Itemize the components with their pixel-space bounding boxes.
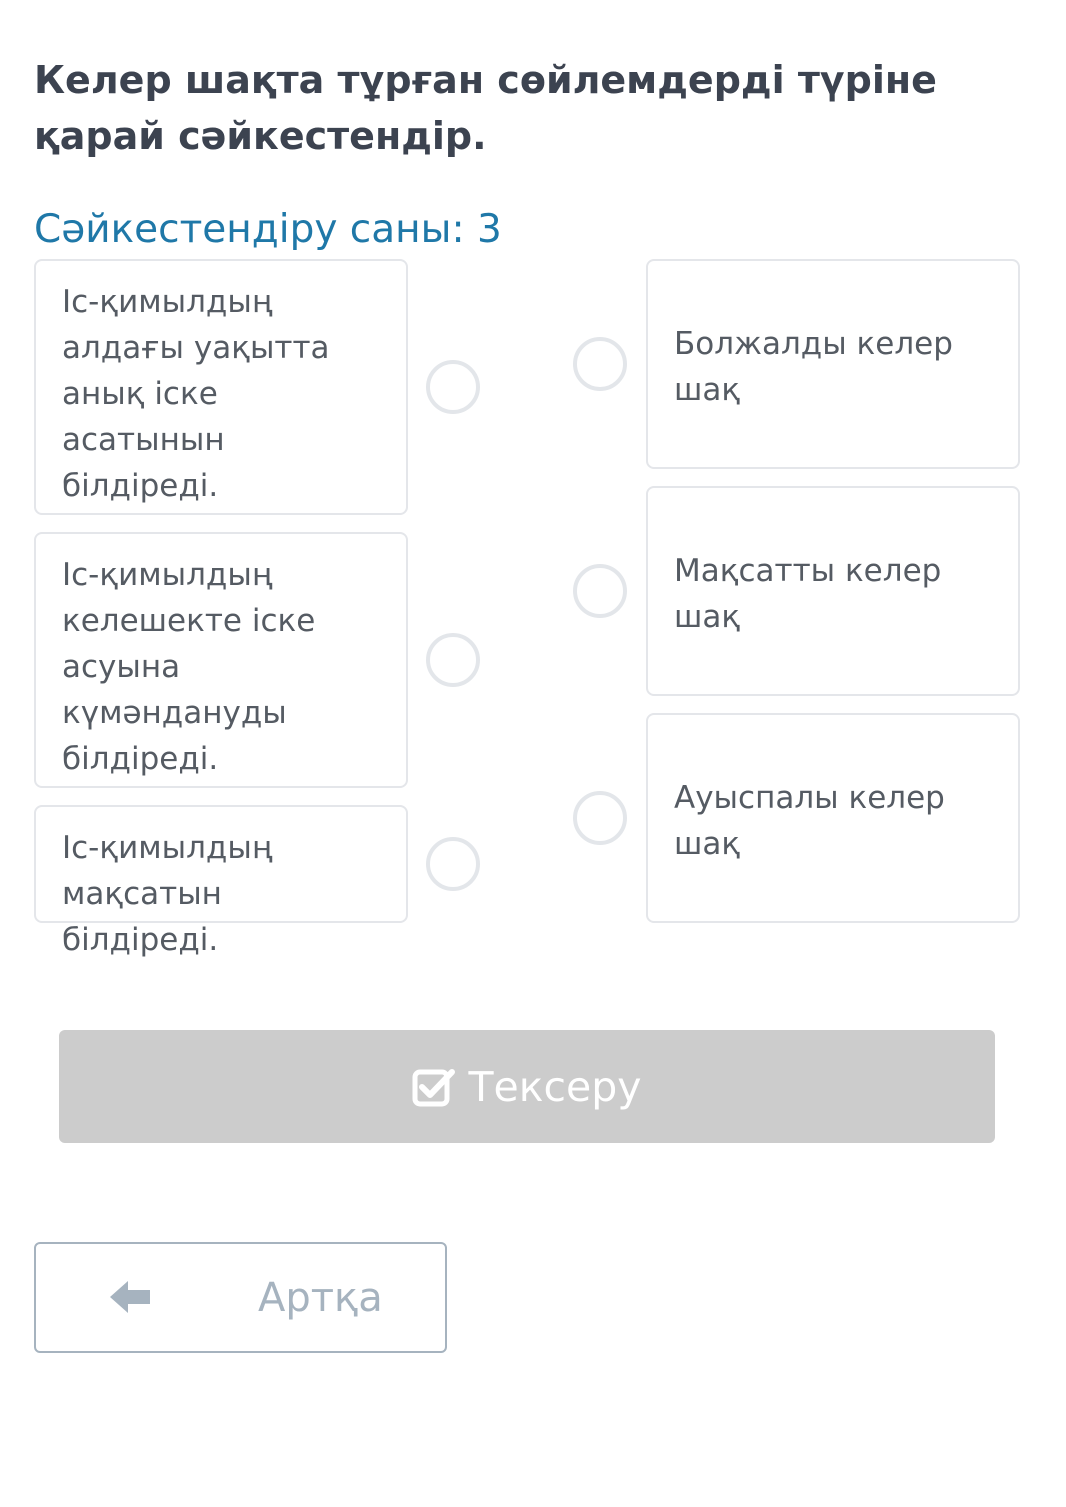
left-item-3[interactable] <box>34 805 408 958</box>
left-item-text: Іс-қимылдың келешекте іске асуына күмәндануды білдіреді. <box>62 557 316 777</box>
checkbox-checked-icon <box>412 1067 456 1107</box>
arrow-left-icon <box>108 1277 152 1317</box>
left-radio-2[interactable] <box>426 633 480 687</box>
left-item-text: Іс-қимылдың алдағы уақытта анық іске асатынын білдіреді. <box>62 284 330 504</box>
left-radio-1[interactable] <box>426 360 480 414</box>
right-radio-1[interactable] <box>573 337 627 391</box>
right-radio-3[interactable] <box>573 791 627 845</box>
left-item-1[interactable] <box>34 259 408 515</box>
right-item-3[interactable] <box>646 713 1020 923</box>
right-item-text: Ауыспалы келер шақ <box>674 780 945 862</box>
right-item-2[interactable] <box>646 486 1020 696</box>
back-button[interactable] <box>34 1242 447 1353</box>
right-item-1[interactable] <box>646 259 1020 469</box>
right-radio-2[interactable] <box>573 564 627 618</box>
question-title: Келер шақта тұрған сөйлемдерді түріне қарай сәйкестендір. <box>34 58 937 158</box>
left-item-2[interactable] <box>34 532 408 788</box>
left-radio-3[interactable] <box>426 837 480 891</box>
right-item-text: Болжалды келер шақ <box>674 326 953 408</box>
check-button-label: Тексеру <box>468 1062 642 1111</box>
match-count: Сәйкестендіру саны: 3 <box>34 207 502 252</box>
check-button[interactable] <box>59 1030 995 1143</box>
back-button-label: Артқа <box>258 1275 383 1321</box>
right-item-text: Мақсатты келер шақ <box>674 553 942 635</box>
left-item-text: Іс-қимылдың мақсатын білдіреді. <box>62 830 273 958</box>
